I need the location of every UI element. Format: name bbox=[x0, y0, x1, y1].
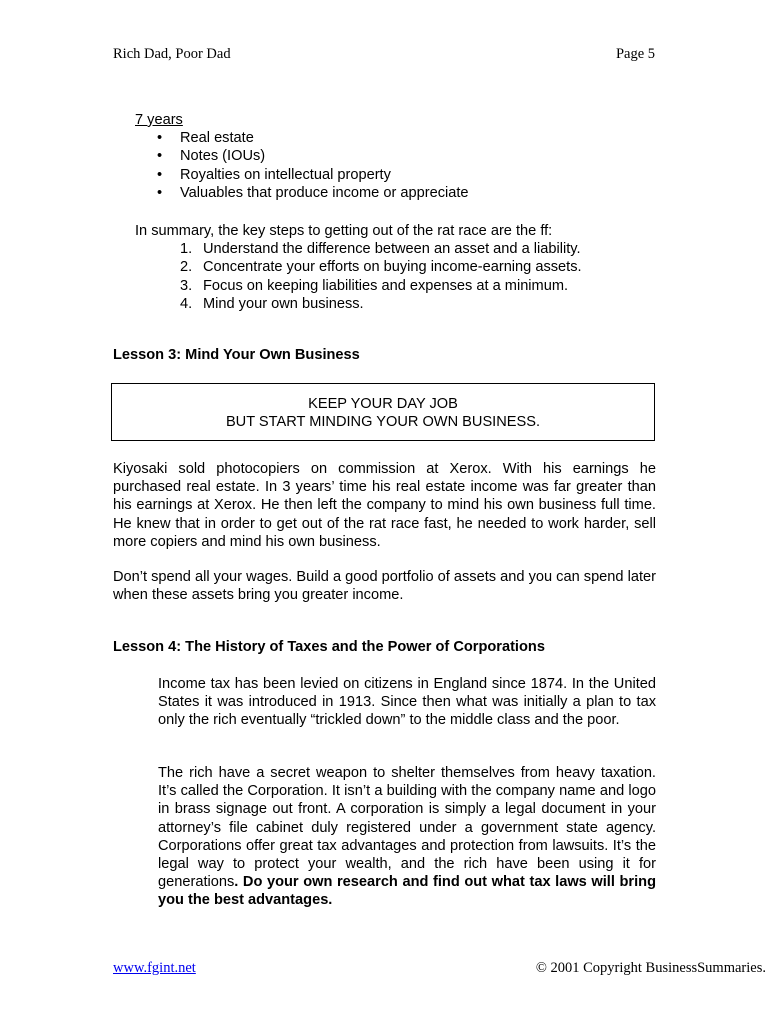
bold-advice: . Do your own research and find out what tax laws will bring you the best advantages. bbox=[158, 874, 656, 909]
page-number: Page 5 bbox=[615, 46, 655, 62]
lesson3-paragraph-2: Don’t spend all your wages. Build a good portfolio of assets and you can spend later when these assets bring you greater income. bbox=[113, 569, 656, 604]
asset-bullet-list bbox=[135, 129, 615, 202]
callout-line-2: BUT START MINDING YOUR OWN BUSINESS. bbox=[225, 414, 541, 431]
list-item: 2. Concentrate your efforts on buying income-earning assets. bbox=[180, 259, 582, 276]
bullet-icon: • bbox=[157, 130, 163, 147]
page-footer bbox=[113, 960, 768, 980]
lesson4-paragraph-2: The rich have a secret weapon to shelter themselves from heavy taxation. It’s called the Corporation. It isn’t a building with the company name and logo in brass signage out front. A corporation is simply a legal document in your attorney’s file cabinet duly registered under a government state agency. Corporations offer great tax advantages and protection from lawsuits. It’s the legal way to protect your wealth, and the rich have been using it for generations. Do your own research and find out what tax laws will bring you the best advantages. bbox=[158, 765, 656, 909]
years-label: 7 years bbox=[135, 112, 183, 128]
list-item: • Real estate bbox=[157, 130, 254, 147]
bullet-icon: • bbox=[157, 184, 163, 201]
steps-list bbox=[135, 240, 655, 313]
summary-intro: In summary, the key steps to getting out of the rat race are the ff: bbox=[135, 223, 553, 239]
bullet-icon: • bbox=[157, 166, 163, 183]
lesson4-heading: Lesson 4: The History of Taxes and the Power of Corporations bbox=[113, 639, 545, 655]
list-item: 1. Understand the difference between an asset and a liability. bbox=[180, 241, 581, 258]
bullet-icon: • bbox=[157, 148, 163, 165]
callout-line-1: KEEP YOUR DAY JOB bbox=[308, 396, 458, 412]
asset-list-section bbox=[135, 111, 615, 202]
lesson3-paragraph-1: Kiyosaki sold photocopiers on commission at Xerox. With his earnings he purchased real estate. In 3 years’ time his real estate income was far greater than his earnings at Xerox. He then left the company to mind his own business full time. He knew that in order to get out of the rat race fast, he needed to work harder, sell more copiers and mind his own business. bbox=[113, 461, 656, 550]
lesson4-paragraph-1: Income tax has been levied on citizens in England since 1874. In the United States it was introduced in 1913. Since then what was initially a plan to tax only the rich eventually “trickled down” to the middle class and the poor. bbox=[158, 676, 656, 729]
list-item: 4. Mind your own business. bbox=[180, 295, 364, 312]
list-item: • Valuables that produce income or appreciate bbox=[157, 184, 469, 201]
page-header bbox=[113, 46, 655, 66]
list-item: • Notes (IOUs) bbox=[157, 148, 266, 165]
lesson3-heading: Lesson 3: Mind Your Own Business bbox=[113, 347, 360, 363]
callout-box bbox=[111, 383, 655, 441]
list-item: • Royalties on intellectual property bbox=[157, 166, 391, 183]
header-title: Rich Dad, Poor Dad bbox=[113, 46, 231, 62]
summary-section bbox=[135, 222, 655, 313]
list-item: 3. Focus on keeping liabilities and expenses at a minimum. bbox=[180, 277, 569, 294]
copyright-notice: © 2001 Copyright BusinessSummaries. bbox=[535, 960, 766, 976]
website-link[interactable]: www.fgint.net bbox=[113, 960, 196, 976]
